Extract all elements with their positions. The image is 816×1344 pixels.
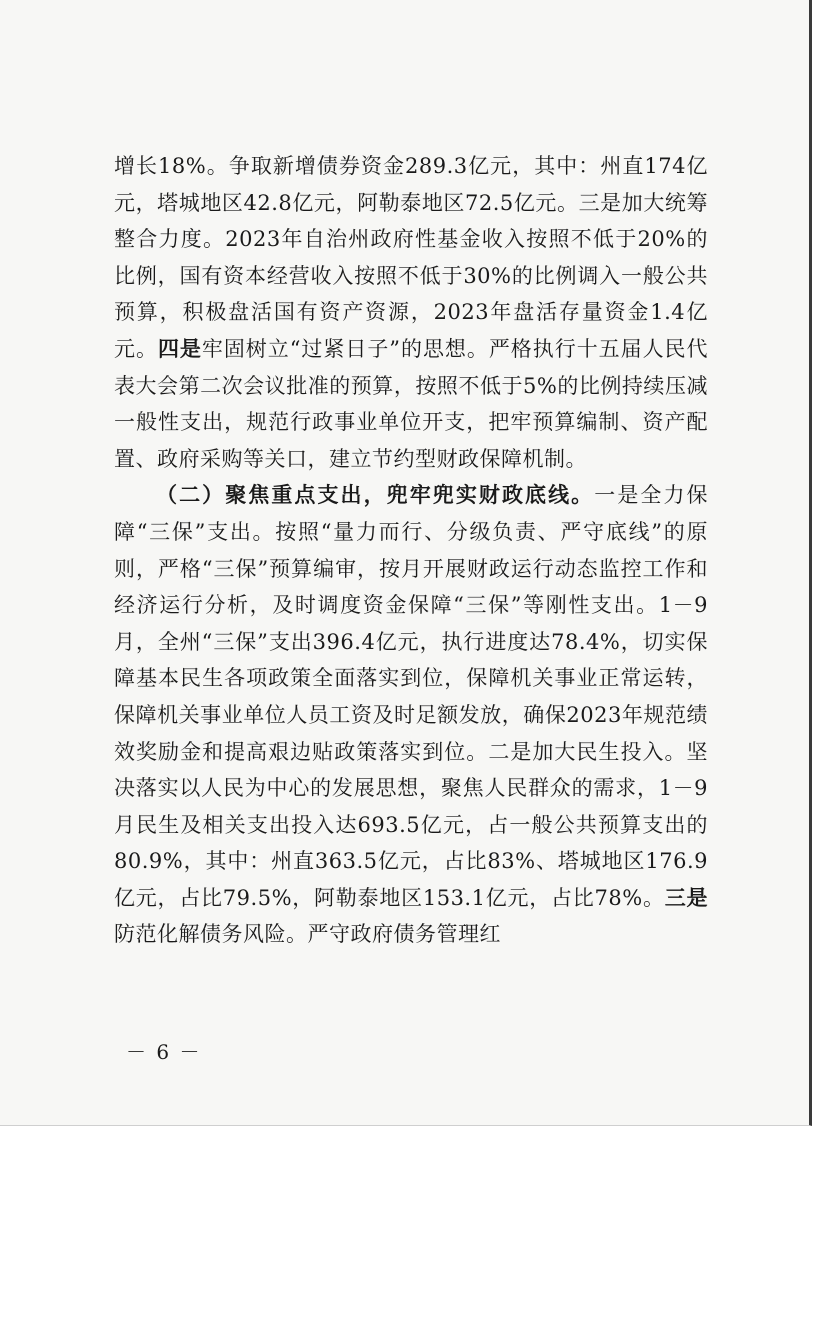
paragraph-1 bbox=[114, 148, 708, 477]
paragraph-2-bold-lead: 三是 bbox=[664, 884, 708, 910]
page-number: － 6 － bbox=[126, 1040, 202, 1064]
section-heading: （二）聚焦重点支出，兜牢兜实财政底线。 bbox=[156, 482, 595, 508]
paragraph-1-text: 增长18%。争取新增债券资金289.3亿元，其中：州直174亿元，塔城地区42.8亿元，阿勒泰地区72.5亿元。三是加大统筹整合力度。2023年自治州政府性基金收入按照不低于20%的比例，国有资本经营收入按照不低于30%的比例调入一般公共预算，积极盘活国有资产资源，2023年盘活存量资金1.4亿元。 bbox=[114, 154, 708, 361]
paragraph-2-text: 一是全力保障“三保”支出。按照“量力而行、分级负责、严守底线”的原则，严格“三保”预算编审，按月开展财政运行动态监控工作和经济运行分析，及时调度资金保障“三保”等刚性支出。1－9月，全州“三保”支出396.4亿元，执行进度达78.4%，切实保障基本民生各项政策全面落实到位，保障机关事业正常运转，保障机关事业单位人员工资及时足额发放，确保2023年规范绩效奖励金和提高艰边贴政策落实到位。二是加大民生投入。坚决落实以人民为中心的发展思想，聚焦人民群众的需求，1－9月民生及相关支出投入达693.5亿元，占一般公共预算支出的80.9%，其中：州直363.5亿元，占比83%、塔城地区176.9亿元，占比79.5%，阿勒泰地区153.1亿元，占比78%。 bbox=[114, 483, 709, 910]
paragraph-1-text-continued: 牢固树立“过紧日子”的思想。严格执行十五届人民代表大会第二次会议批准的预算，按照不低于5%的比例持续压减一般性支出，规范行政事业单位开支，把牢预算编制、资产配置、政府采购等关口，建立节约型财政保障机制。 bbox=[114, 336, 709, 471]
paragraph-1-bold-lead: 四是 bbox=[157, 335, 202, 361]
body-text bbox=[114, 148, 708, 953]
paragraph-2 bbox=[114, 477, 708, 953]
paragraph-2-text-continued: 防范化解债务风险。严守政府债务管理红 bbox=[114, 922, 501, 947]
